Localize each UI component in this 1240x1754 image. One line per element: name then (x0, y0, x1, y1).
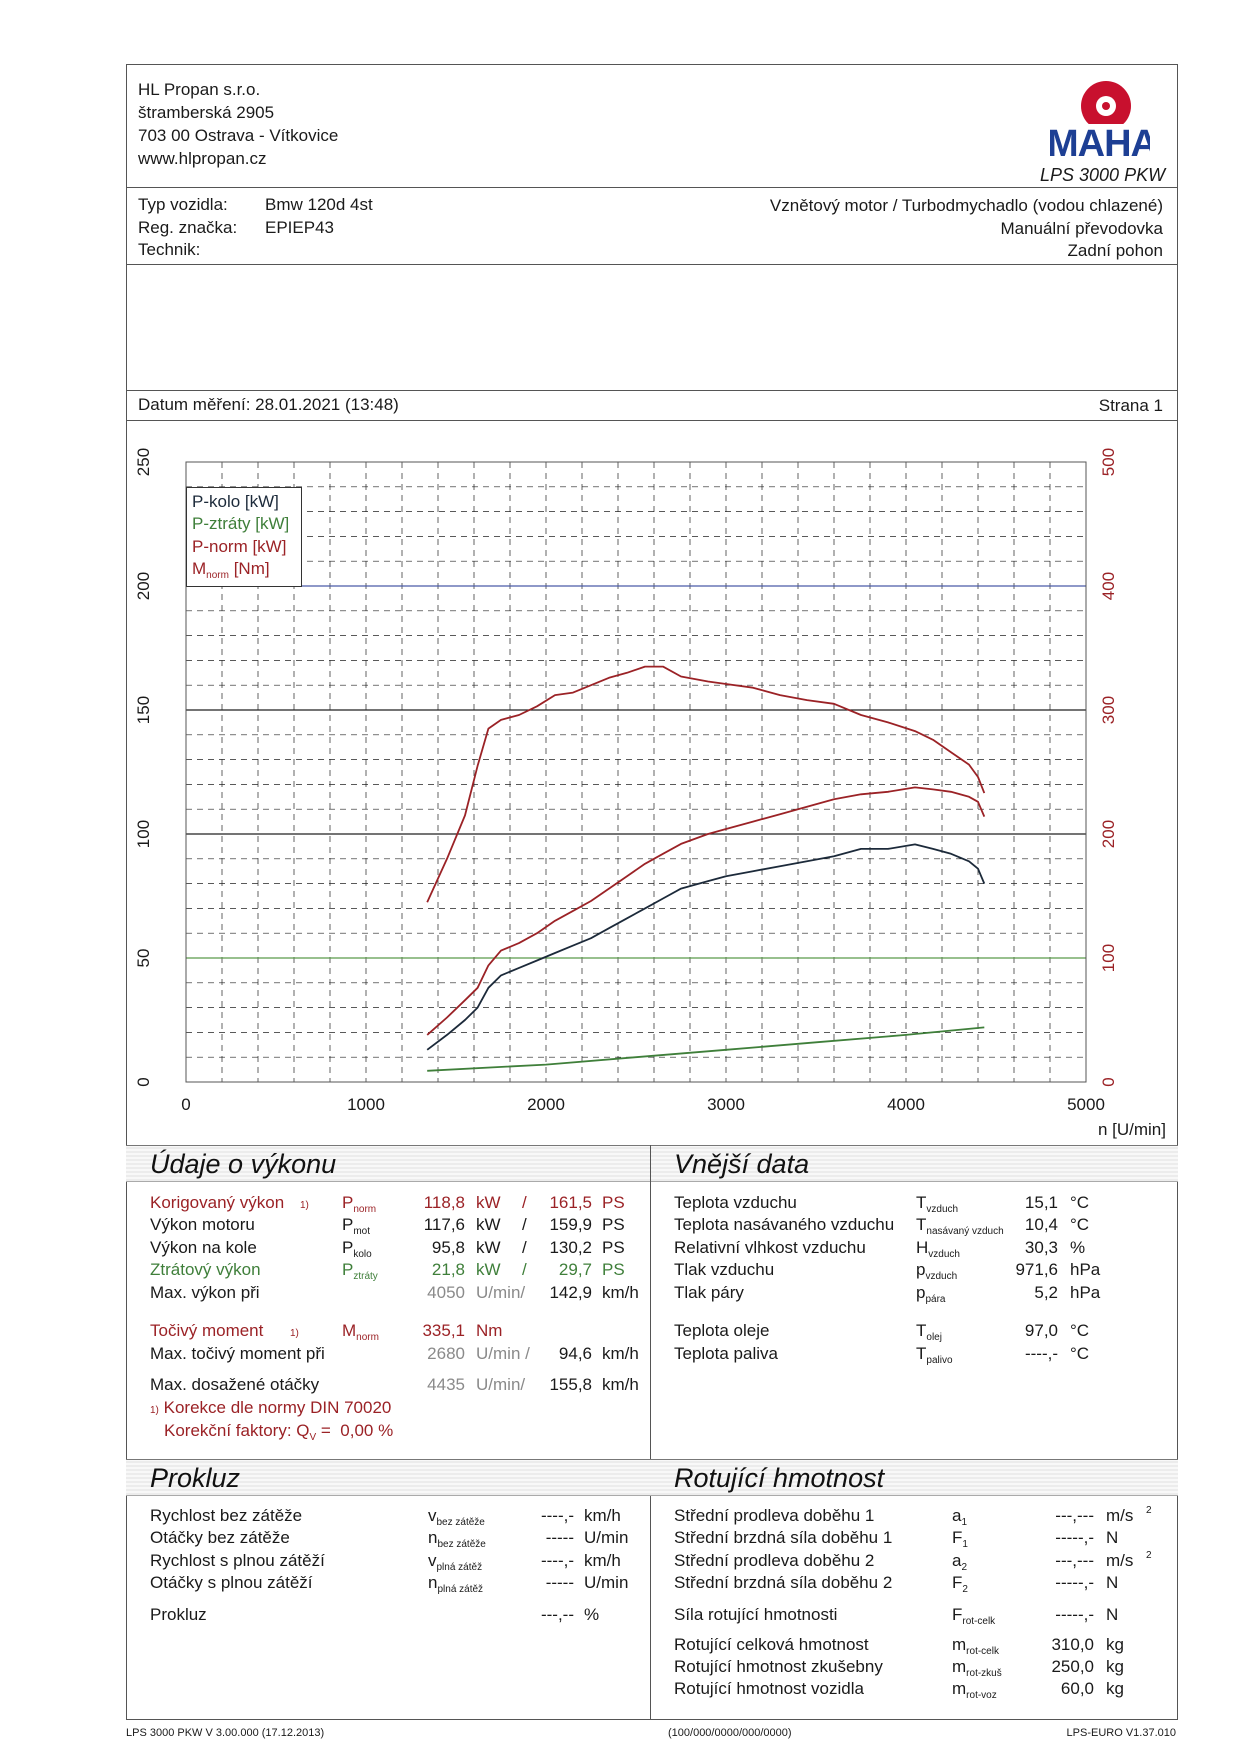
y-left-tick-label: 0 (134, 1077, 153, 1087)
legend-p-norm: P-norm [kW] (192, 537, 287, 556)
y-left-tick-label: 250 (134, 447, 153, 477)
company-name: HL Propan s.r.o. (138, 80, 261, 99)
y-right-tick-label: 500 (1099, 447, 1118, 477)
ext-label: Teplota vzduchu (674, 1193, 797, 1212)
ext-label: Relativní vlhkost vzduchu (674, 1238, 866, 1257)
rot-label: Rotující celková hmotnost (674, 1635, 869, 1654)
ext-symbol: $T_{palivo}$ (916, 1344, 953, 1366)
device-model: LPS 3000 PKW (1040, 165, 1166, 185)
perf-value-2: 130,2 (549, 1238, 592, 1257)
ext-value: 10,4 (1024, 1215, 1058, 1234)
slip-label: Rychlost bez zátěže (150, 1506, 303, 1525)
ext-label: Teplota nasávaného vzduchu (674, 1215, 895, 1234)
divider-header (126, 187, 1178, 188)
slip-label: Otáčky s plnou zátěží (150, 1573, 313, 1592)
footer-right: LPS-EURO V1.37.010 (1066, 1727, 1176, 1739)
rot-value: -----,- (1055, 1573, 1094, 1592)
perf-unit-2: PS (602, 1193, 625, 1212)
perf-value-2: 94,6 (558, 1344, 592, 1363)
chart-legend (186, 487, 302, 587)
ext-value: 971,6 (1015, 1260, 1058, 1279)
y-left-tick-label: 150 (134, 695, 153, 725)
perf-unit-2: km/h (602, 1344, 639, 1363)
perf-unit-1: U/min/ (476, 1283, 526, 1302)
slip-title: Prokluz (150, 1463, 241, 1493)
y-left-tick-label: 200 (134, 571, 153, 601)
rot-unit: N (1106, 1528, 1119, 1547)
ext-unit: hPa (1070, 1260, 1101, 1279)
technician-label: Technik: (138, 240, 201, 259)
ext-unit: °C (1070, 1344, 1090, 1363)
perf-unit-2: PS (602, 1238, 625, 1257)
reg-value: EPIEP43 (265, 218, 334, 237)
ext-unit: °C (1070, 1193, 1090, 1212)
company-street: štramberská 2905 (138, 103, 275, 122)
slip-unit: km/h (584, 1551, 621, 1570)
rot-label: Střední brzdná síla doběhu 1 (674, 1528, 893, 1547)
y-right-tick-label: 100 (1099, 943, 1118, 973)
footer-left: LPS 3000 PKW V 3.00.000 (17.12.2013) (126, 1727, 325, 1739)
perf-value-1: 335,1 (422, 1321, 465, 1340)
rot-value: ---,--- (1055, 1551, 1094, 1570)
ext-symbol: $T_{olej}$ (916, 1321, 942, 1343)
perf-value-1: 2680 (427, 1344, 465, 1363)
performance-title: Údaje o výkonu (150, 1149, 337, 1179)
slip-value: ----- (545, 1573, 574, 1592)
gearbox-type: Manuální převodovka (1000, 219, 1163, 238)
legend-p-kolo: P-kolo [kW] (192, 492, 279, 511)
ext-symbol: $p_{pára}$ (916, 1283, 946, 1305)
slip-unit: U/min (584, 1573, 629, 1592)
section-band-bottom (126, 1459, 1178, 1496)
rot-label: Střední prodleva doběhu 1 (674, 1506, 875, 1525)
ext-unit: °C (1070, 1321, 1090, 1340)
y-right-tick-label: 300 (1099, 695, 1118, 725)
perf-value-2: 161,5 (549, 1193, 592, 1212)
slip-symbol: $v_{bez zátěže}$ (428, 1506, 485, 1528)
ext-symbol: $T_{nasávaný vzduch}$ (916, 1215, 1004, 1237)
perf-value-1: 21,8 (431, 1260, 465, 1279)
rot-unit: m/s (1106, 1506, 1134, 1525)
perf-value-1: 117,6 (423, 1215, 465, 1234)
rot-value: -----,- (1055, 1605, 1094, 1624)
ext-unit: hPa (1070, 1283, 1101, 1302)
perf-separator: / (522, 1215, 527, 1234)
ext-label: Tlak vzduchu (674, 1260, 775, 1279)
perf-unit-1: U/min / (476, 1344, 530, 1363)
perf-value-2: 159,9 (549, 1215, 592, 1234)
perf-note: 1) (290, 1328, 299, 1339)
perf-separator: / (522, 1193, 527, 1212)
slip-unit: U/min (584, 1528, 629, 1547)
rot-unit: N (1106, 1573, 1119, 1592)
rot-value: ---,--- (1055, 1506, 1094, 1525)
slip-label: Otáčky bez zátěže (150, 1528, 290, 1547)
slip-value: ----- (545, 1528, 574, 1547)
correction-factor: Korekční faktory: $Q_V = 0,00$ % (164, 1421, 394, 1443)
slip-unit: % (584, 1605, 600, 1624)
perf-label: Ztrátový výkon (150, 1260, 261, 1279)
ext-symbol: $T_{vzduch}$ (916, 1193, 959, 1215)
vehicle-type-label: Typ vozidla: (138, 195, 228, 214)
perf-value-2: 155,8 (549, 1375, 592, 1394)
y-right-tick-label: 0 (1099, 1077, 1118, 1087)
chart-grid (186, 462, 1086, 1082)
rot-symbol: $a_2$ (952, 1551, 968, 1573)
rot-symbol: $F_{rot-celk}$ (952, 1605, 996, 1627)
ext-value: 5,2 (1034, 1283, 1058, 1302)
slip-value: ----,- (540, 1551, 574, 1570)
ext-label: Teplota oleje (674, 1321, 770, 1340)
rot-symbol: $m_{rot-voz}$ (952, 1679, 997, 1701)
rot-unit: kg (1106, 1635, 1124, 1654)
rot-label: Střední brzdná síla doběhu 2 (674, 1573, 893, 1592)
y-right-tick-label: 200 (1099, 819, 1118, 849)
company-web[interactable]: www.hlpropan.cz (138, 149, 267, 168)
perf-unit-2: km/h (602, 1283, 639, 1302)
perf-separator: / (522, 1260, 527, 1279)
x-tick-label: 3000 (707, 1095, 745, 1114)
slip-label: Prokluz (150, 1605, 207, 1624)
slip-unit: km/h (584, 1506, 621, 1525)
company-city: 703 00 Ostrava - Vítkovice (138, 126, 339, 145)
slip-value: ----,- (540, 1506, 574, 1525)
rot-value: 310,0 (1051, 1635, 1094, 1654)
perf-value-2: 142,9 (549, 1283, 592, 1302)
rot-label: Střední prodleva doběhu 2 (674, 1551, 875, 1570)
perf-label: Výkon na kole (150, 1238, 257, 1257)
series-line-1 (427, 1027, 984, 1070)
divider-notes (126, 390, 1178, 391)
external-title: Vnější data (674, 1149, 810, 1179)
maha-logo (1050, 80, 1150, 160)
perf-symbol: $P_{norm}$ (342, 1193, 377, 1215)
perf-symbol: $P_{kolo}$ (342, 1238, 372, 1260)
perf-unit-1: kW (476, 1215, 501, 1234)
rot-unit: m/s (1106, 1551, 1134, 1570)
logo-wordmark: MAHA (1050, 123, 1150, 160)
x-tick-label: 5000 (1067, 1095, 1105, 1114)
ext-value: ----,- (1024, 1344, 1058, 1363)
ext-label: Teplota paliva (674, 1344, 778, 1363)
rot-unit: kg (1106, 1679, 1124, 1698)
slip-label: Rychlost s plnou zátěží (150, 1551, 325, 1570)
plot-border (186, 462, 1086, 1082)
perf-value-1: 4435 (427, 1375, 465, 1394)
perf-note: 1) (300, 1200, 309, 1211)
perf-unit-1: kW (476, 1260, 501, 1279)
engine-type: Vznětový motor / Turbodmychadlo (vodou chlazené) (769, 196, 1163, 215)
perf-symbol: $P_{mot}$ (342, 1215, 371, 1237)
rot-symbol: $a_1$ (952, 1506, 968, 1528)
legend-p-ztraty: P-ztráty [kW] (192, 514, 290, 533)
perf-separator: / (522, 1238, 527, 1257)
footnote: 1) Korekce dle normy DIN 70020 (150, 1398, 392, 1417)
section-divider (650, 1145, 651, 1720)
slip-symbol: $n_{plná zátěž}$ (428, 1573, 484, 1595)
divider-vehicle (126, 264, 1178, 265)
x-axis-label: n [U/min] (1097, 1120, 1166, 1139)
y-right-tick-label: 400 (1099, 571, 1118, 601)
perf-value-1: 4050 (427, 1283, 465, 1302)
rot-value: -----,- (1055, 1528, 1094, 1547)
series-line-2 (427, 787, 984, 1035)
perf-unit-2: km/h (602, 1375, 639, 1394)
x-tick-label: 0 (181, 1095, 191, 1114)
perf-symbol: $P_{ztráty}$ (342, 1260, 378, 1282)
perf-unit-2: PS (602, 1260, 625, 1279)
perf-label: Točivý moment (150, 1321, 264, 1340)
rot-unit-exponent: 2 (1146, 1505, 1152, 1516)
slip-symbol: $n_{bez zátěže}$ (428, 1528, 486, 1550)
rot-symbol: $m_{rot-zkuš}$ (952, 1657, 1002, 1679)
perf-label: Max. točivý moment při (150, 1344, 325, 1363)
divider-date (126, 420, 1178, 421)
footer-center: (100/000/0000/000/0000) (668, 1727, 792, 1739)
perf-label: Max. dosažené otáčky (150, 1375, 320, 1394)
perf-unit-1: Nm (476, 1321, 503, 1340)
slip-value: ---,-- (540, 1605, 574, 1624)
ext-value: 15,1 (1024, 1193, 1058, 1212)
vehicle-type-value: Bmw 120d 4st (265, 195, 373, 214)
rot-unit: kg (1106, 1657, 1124, 1676)
rot-label: Síla rotující hmotnosti (674, 1605, 838, 1624)
rot-value: 60,0 (1060, 1679, 1094, 1698)
rot-symbol: $F_1$ (952, 1528, 968, 1550)
perf-value-2: 29,7 (558, 1260, 592, 1279)
perf-symbol: $M_{norm}$ (342, 1321, 379, 1343)
ext-unit: % (1070, 1238, 1086, 1257)
rot-label: Rotující hmotnost zkušebny (674, 1657, 883, 1676)
page-number: Strana 1 (1098, 396, 1163, 415)
rot-value: 250,0 (1051, 1657, 1094, 1676)
perf-label: Korigovaný výkon (150, 1193, 285, 1212)
rot-symbol: $F_2$ (952, 1573, 968, 1595)
ext-value: 97,0 (1024, 1321, 1058, 1340)
rot-unit-exponent: 2 (1146, 1550, 1152, 1561)
ext-unit: °C (1070, 1215, 1090, 1234)
x-tick-label: 4000 (887, 1095, 925, 1114)
measurement-date: Datum měření: 28.01.2021 (13:48) (138, 395, 399, 414)
legend-m-norm: $M_{norm}$ [Nm] (192, 559, 270, 581)
ext-symbol: $H_{vzduch}$ (916, 1238, 960, 1260)
drive-type: Zadní pohon (1067, 241, 1163, 260)
rot-label: Rotující hmotnost vozidla (674, 1679, 864, 1698)
perf-unit-1: U/min/ (476, 1375, 526, 1394)
reg-label: Reg. značka: (138, 218, 238, 237)
x-tick-label: 1000 (347, 1095, 385, 1114)
perf-unit-1: kW (476, 1193, 501, 1212)
x-tick-label: 2000 (527, 1095, 565, 1114)
rot-symbol: $m_{rot-celk}$ (952, 1635, 999, 1657)
perf-unit-2: PS (602, 1215, 625, 1234)
rot-unit: N (1106, 1605, 1119, 1624)
chart-lines (427, 667, 984, 1071)
rotating-title: Rotující hmotnost (674, 1463, 885, 1493)
perf-label: Max. výkon při (150, 1283, 260, 1302)
y-left-tick-label: 100 (134, 819, 153, 849)
slip-symbol: $v_{plná zátěž}$ (428, 1551, 483, 1573)
perf-label: Výkon motoru (150, 1215, 255, 1234)
perf-value-1: 118,8 (423, 1193, 465, 1212)
y-left-tick-label: 50 (134, 948, 153, 968)
ext-label: Tlak páry (674, 1283, 744, 1302)
perf-value-1: 95,8 (431, 1238, 465, 1257)
perf-unit-1: kW (476, 1238, 501, 1257)
ext-symbol: $p_{vzduch}$ (916, 1260, 958, 1282)
ext-value: 30,3 (1024, 1238, 1058, 1257)
